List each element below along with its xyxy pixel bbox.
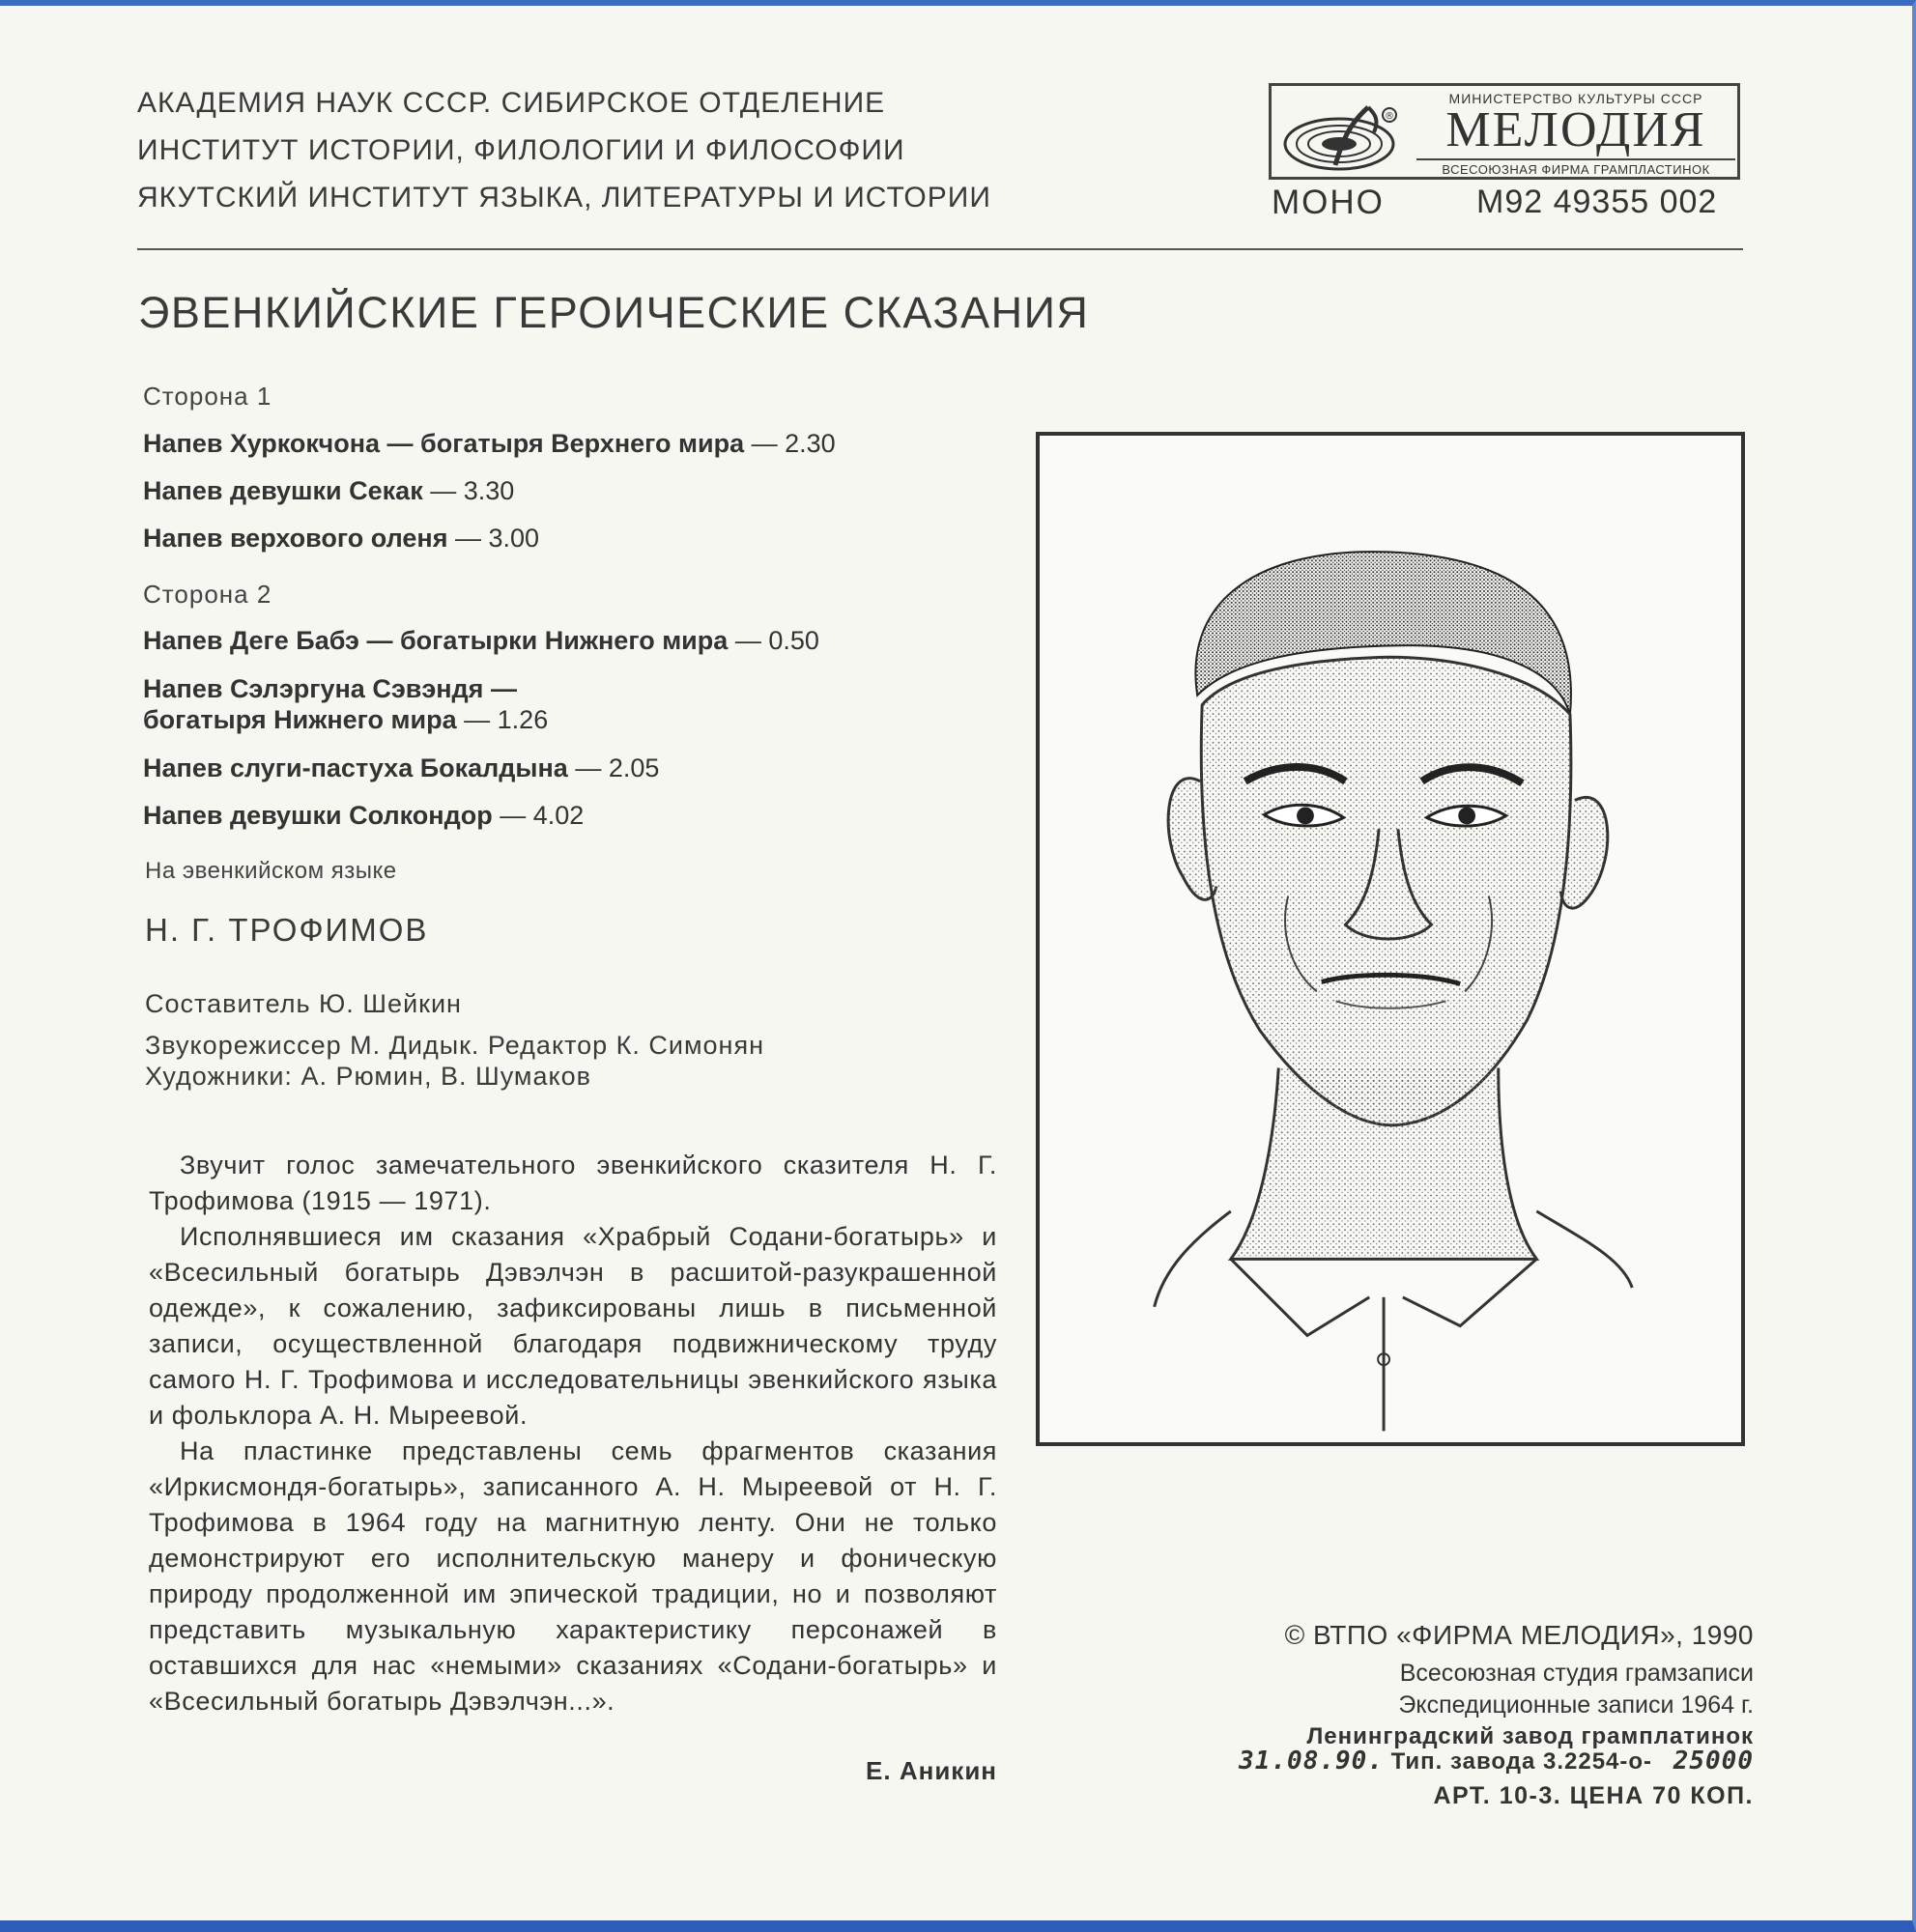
logo-ministry-text: МИНИСТЕРСТВО КУЛЬТУРЫ СССР [1448,91,1703,106]
performer-name: Н. Г. ТРОФИМОВ [145,912,429,948]
track-list-item: Напев девушки Секак — 3.30 [143,476,515,505]
header-divider [137,248,1743,250]
format-label: МОНО [1272,184,1385,221]
print-order-label: Тип. завода [1390,1748,1536,1775]
institution-header [137,79,991,221]
institution-line-1: АКАДЕМИЯ НАУК СССР. СИБИРСКОЕ ОТДЕЛЕНИЕ [137,87,886,119]
price-line: АРТ. 10-3. ЦЕНА 70 КОП. [1433,1782,1754,1809]
liner-paragraph: Исполнявшиеся им сказания «Храбрый Содани-богатырь» и «Всесильный богатырь Дэвэлчэн в расшитой-разукрашенной одежде», к сожалению, зафиксированы лишь в письменной записи, осуществленной благодаря подвижническому труду самого Н. Г. Трофимова и исследовательницы эвенкийского языка и фольклора А. Н. Мыреевой. [149,1222,997,1430]
print-order-line [1111,1747,1754,1776]
catalog-number: М92 49355 002 [1476,184,1718,220]
credit-compiler: Составитель Ю. Шейкин [145,989,462,1018]
melodiya-logo [1269,83,1740,180]
performer-portrait [1036,432,1745,1446]
plant-line: Ленинградский завод грамплатинок [1306,1723,1754,1749]
track-list-item: Напев Сэлэргуна Сэвэндя — богатыря Нижнего мира — 1.26 [143,674,549,734]
svg-text:®: ® [1385,111,1394,122]
side-1-label: Сторона 1 [143,382,272,411]
melodiya-emblem-icon [1279,94,1405,175]
track-list-item: Напев Хуркокчона — богатыря Верхнего мира — 2.30 [143,429,836,458]
credit-artists: Художники: А. Рюмин, В. Шумаков [145,1062,591,1091]
track-list-item: Напев верхового оленя — 3.00 [143,524,540,553]
track-list-item: Напев слуги-пастуха Бокалдына — 2.05 [143,753,660,782]
print-run: 25000 [1673,1747,1754,1776]
liner-paragraph: Звучит голос замечательного эвенкийского сказителя Н. Г. Трофимова (1915 — 1971). [149,1151,997,1215]
track-list-item: Напев девушки Солкондор — 4.02 [143,801,585,830]
recordings-line: Экспедиционные записи 1964 г. [1398,1691,1754,1719]
track-list-item: Напев Деге Бабэ — богатырки Нижнего мира — 0.50 [143,626,819,655]
liner-author: Е. Аникин [866,1756,997,1785]
portrait-drawing [1040,436,1741,1442]
side-2-label: Сторона 2 [143,580,272,609]
logo-company-text: ВСЕСОЮЗНАЯ ФИРМА ГРАМПЛАСТИНОК [1416,158,1735,177]
copyright-line: © ВТПО «ФИРМА МЕЛОДИЯ», 1990 [1284,1620,1754,1650]
studio-line: Всесоюзная студия грамзаписи [1399,1660,1754,1687]
logo-brand-name: МЕЛОДИЯ [1445,102,1706,157]
institution-line-2: ИНСТИТУТ ИСТОРИИ, ФИЛОЛОГИИ И ФИЛОСОФИИ [137,134,905,166]
language-note: На эвенкийском языке [145,858,397,884]
album-title: ЭВЕНКИЙСКИЕ ГЕРОИЧЕСКИЕ СКАЗАНИЯ [138,288,1090,337]
liner-paragraph: На пластинке представлены семь фрагментов сказания «Иркисмондя-богатырь», записанного А. Н. Мыреевой от Н. Г. Трофимова в 1964 году на магнитную ленту. Они не только демонстрируют его исполнительскую манеру и фоническую природу продолженной им эпической традиции, но и позволяют представить музыкальную характеристику персонажей в оставшихся для нас «немыми» сказаниях «Содани-богатырь» и «Всесильный богатырь Дэвэлчэн...». [149,1436,997,1716]
print-date: 31.08.90. [1239,1747,1384,1776]
credit-engineer: Звукорежиссер М. Дидык. Редактор К. Симонян [145,1031,764,1060]
institution-line-3: ЯКУТСКИЙ ИНСТИТУТ ЯЗЫКА, ЛИТЕРАТУРЫ И ИСТОРИИ [137,182,991,213]
print-order: 3.2254-о- [1542,1748,1653,1775]
liner-notes [149,1148,997,1719]
